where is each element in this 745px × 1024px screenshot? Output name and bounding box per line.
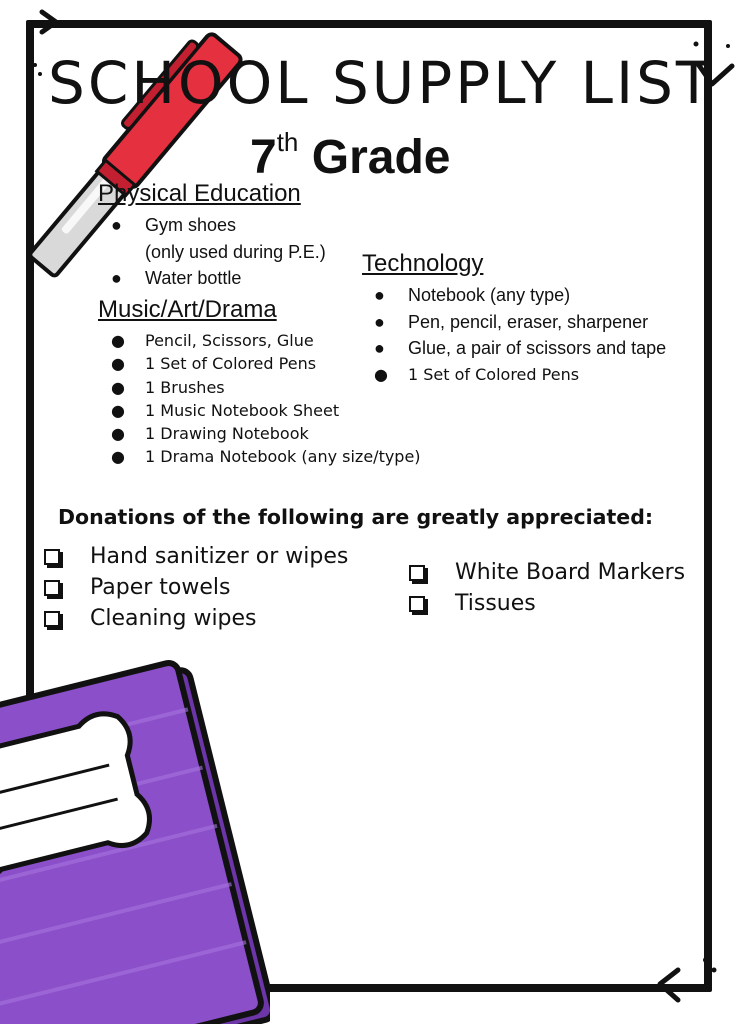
donations-heading: Donations of the following are greatly appreciated:: [58, 505, 654, 529]
list-item: ● 1 Music Notebook Sheet: [145, 399, 421, 422]
list-item: ● 1 Set of Colored Pens: [145, 352, 421, 375]
notebook-illustration-icon: [0, 650, 270, 1024]
list-item: ● Water bottle: [145, 265, 326, 292]
checkbox-icon[interactable]: [44, 580, 60, 596]
pe-heading: Physical Education: [98, 180, 301, 207]
checkbox-icon[interactable]: [44, 549, 60, 565]
bullet-icon: ●: [111, 331, 125, 350]
music-art-drama-heading: Music/Art/Drama: [98, 296, 277, 323]
pe-list: [111, 212, 326, 292]
bullet-icon: ●: [111, 400, 125, 420]
list-item-continuation: (only used during P.E.): [145, 241, 326, 262]
bullet-icon: ●: [374, 311, 385, 332]
bullet-icon: ●: [111, 268, 122, 288]
donations-left-list: [90, 541, 348, 634]
technology-list: [374, 282, 667, 388]
checklist-item: Hand sanitizer or wipes: [90, 541, 348, 572]
grade-suffix: th: [276, 127, 299, 157]
checkbox-icon[interactable]: [409, 596, 425, 612]
bullet-icon: ●: [111, 354, 125, 374]
bullet-icon: ●: [374, 338, 385, 358]
checklist-item: Tissues: [455, 588, 685, 619]
bullet-icon: ●: [374, 364, 388, 384]
checklist-item: Cleaning wipes: [90, 603, 348, 634]
bullet-icon: ●: [111, 215, 122, 235]
list-item: ● Pen, pencil, eraser, sharpener: [408, 309, 666, 336]
grade-word: Grade: [311, 131, 451, 184]
grade-heading: [250, 114, 450, 186]
list-item: ● Gym shoes: [145, 212, 326, 239]
donations-right-list: [455, 557, 685, 619]
checkbox-icon[interactable]: [409, 565, 425, 581]
list-item: ● 1 Set of Colored Pens: [408, 362, 666, 389]
list-item: ● Notebook (any type): [408, 282, 666, 309]
bullet-icon: ●: [111, 424, 125, 444]
checklist-item: Paper towels: [90, 572, 348, 603]
list-item: ● 1 Brushes: [145, 376, 421, 399]
arrow-bottom-right-icon: [648, 948, 728, 1018]
checkbox-icon[interactable]: [44, 611, 60, 627]
page-title: SCHOOL SUPPLY LIST: [48, 49, 715, 117]
grade-number: 7: [250, 131, 277, 184]
music-art-drama-list: [111, 329, 421, 469]
checklist-item: White Board Markers: [455, 557, 685, 588]
list-item: ● Pencil, Scissors, Glue: [145, 329, 421, 352]
list-item: ● 1 Drama Notebook (any size/type): [145, 445, 421, 468]
list-item: ● Glue, a pair of scissors and tape: [408, 335, 666, 362]
technology-heading: Technology: [362, 250, 484, 277]
bullet-icon: ●: [111, 447, 125, 467]
bullet-icon: ●: [111, 377, 125, 397]
bullet-icon: ●: [374, 285, 385, 305]
list-item: ● 1 Drawing Notebook: [145, 422, 421, 445]
